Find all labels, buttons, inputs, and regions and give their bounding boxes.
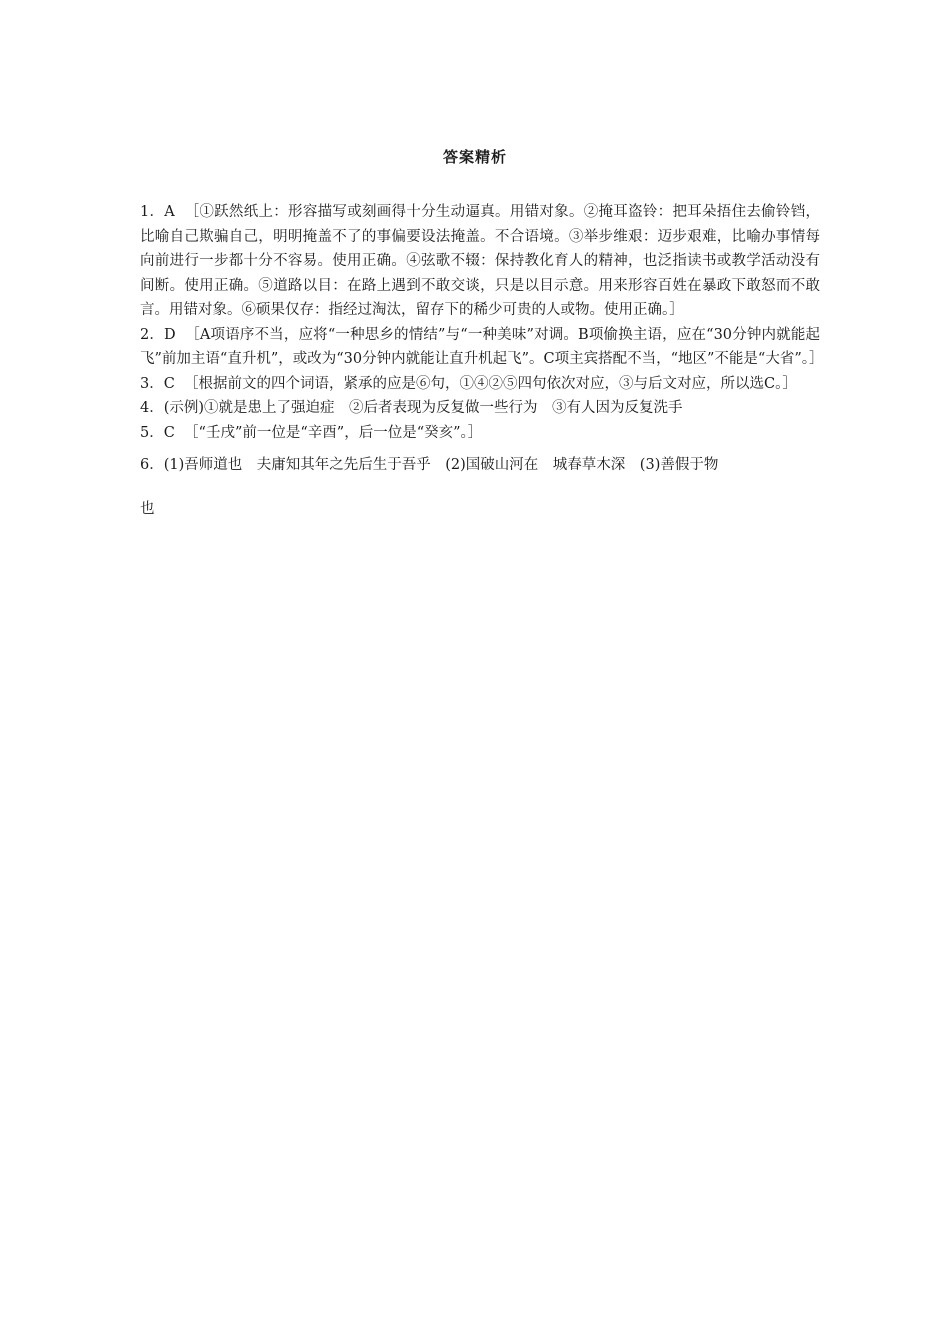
answer-text: (示例)①就是患上了强迫症 ②后者表现为反复做一些行为 ③有人因为反复洗手 xyxy=(163,400,683,416)
answer-text: ［根据前文的四个词语，紧承的应是⑥句，①④②⑤四句依次对应，③与后文对应，所以选C。］ xyxy=(184,375,797,392)
answer-item-5 xyxy=(140,421,820,446)
answer-number: 2．D xyxy=(140,326,176,343)
answer-text-continuation: 也 xyxy=(140,501,155,517)
answer-number: 1．A xyxy=(140,204,175,220)
answer-item-1 xyxy=(140,200,820,323)
answer-text: ［①跃然纸上：形容描写或刻画得十分生动逼真。用错对象。②掩耳盗铃：把耳朵捂住去偷铃铛，比喻自己欺骗自己，明明掩盖不了的事偏要设法掩盖。不合语境。③举步维艰：迈步艰难，比喻办事情每向前进行一步都十分不容易。使用正确。④弦歌不辍：保持教化育人的精神，也泛指读书或教学活动没有间断。使用正确。⑤道路以目：在路上遇到不敢交谈，只是以目示意。用来形容百姓在暴政下敢怒而不敢言。用错对象。⑥硕果仅存：指经过淘汰，留存下的稀少可贵的人或物。使用正确。］ xyxy=(140,204,820,318)
answer-list xyxy=(140,200,824,521)
answer-text: ［A项语序不当，应将“一种思乡的情结”与“一种美味”对调。B项偷换主语，应在“30分钟内就能起飞”前加主语“直升机”，或改为“30分钟内就能让直升机起飞”。C项主宾搭配不当，“地区”不能是“大省”。］ xyxy=(140,326,824,367)
answer-item-2 xyxy=(140,323,824,372)
answer-item-6 xyxy=(140,453,820,521)
answer-number: 4． xyxy=(140,400,164,416)
answer-number: 3．C xyxy=(140,375,175,392)
answer-text: (1)吾师道也 夫庸知其年之先后生于吾乎 (2)国破山河在 城春草木深 (3)善假于物 xyxy=(163,457,719,473)
page-title: 答案精析 xyxy=(442,148,507,166)
answer-item-3 xyxy=(140,372,820,397)
answer-item-4 xyxy=(140,396,820,421)
answer-text: ［“壬戌”前一位是“辛酉”，后一位是“癸亥”。］ xyxy=(184,424,483,441)
answer-number: 5．C xyxy=(140,424,175,441)
answer-number: 6． xyxy=(140,457,164,473)
